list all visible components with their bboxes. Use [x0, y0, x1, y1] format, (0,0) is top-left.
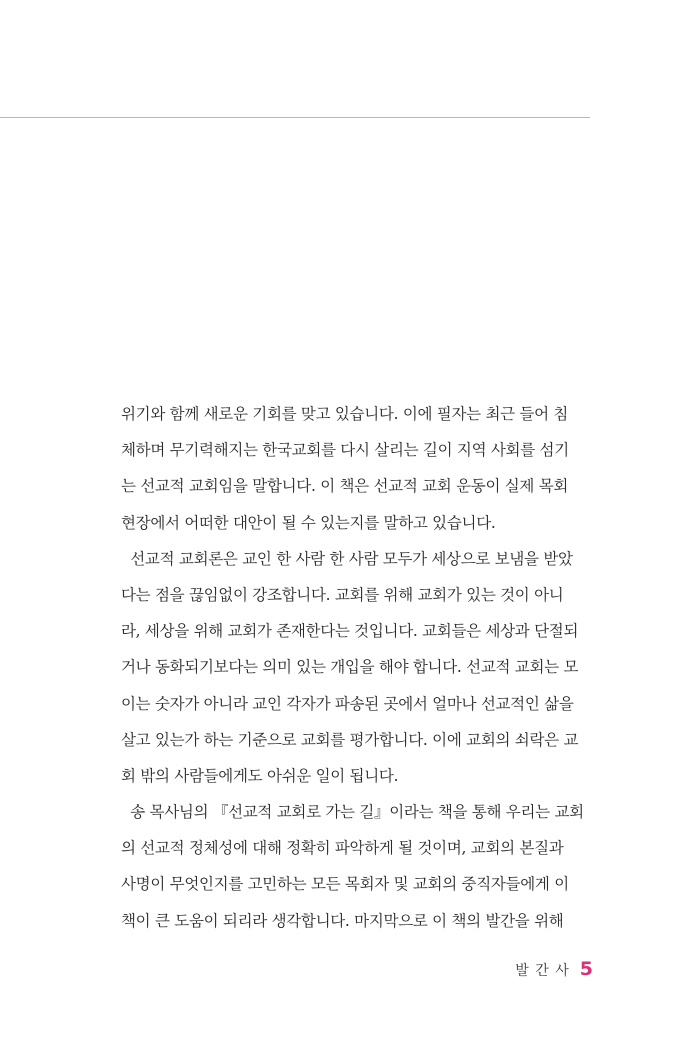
text-line: 다는 점을 끊임없이 강조합니다. 교회를 위해 교회가 있는 것이 아니: [121, 585, 564, 604]
text-line: 회 밖의 사람들에게도 아쉬운 일이 됩니다.: [121, 766, 399, 785]
page-number: 5: [579, 958, 593, 980]
text-line: 는 선교적 교회임을 말합니다. 이 책은 선교적 교회 운동이 실제 목회: [121, 477, 569, 496]
text-line: 사명이 무엇인지를 고민하는 모든 목회자 및 교회의 중직자들에게 이: [121, 875, 569, 894]
body-text: [121, 396, 589, 939]
text-line: 의 선교적 정체성에 대해 정확히 파악하게 될 것이며, 교회의 본질과: [121, 839, 564, 858]
text-line: 이는 숫자가 아니라 교인 각자가 파송된 곳에서 얼마나 선교적인 삶을: [121, 694, 574, 713]
text-line: 현장에서 어떠한 대안이 될 수 있는지를 말하고 있습니다.: [121, 513, 496, 532]
text-line: 송 목사님의 『선교적 교회로 가는 길』이라는 책을 통해 우리는 교회: [121, 803, 584, 822]
text-line: 책이 큰 도움이 되리라 생각합니다. 마지막으로 이 책의 발간을 위해: [121, 911, 564, 930]
text-line: 선교적 교회론은 교인 한 사람 한 사람 모두가 세상으로 보냄을 받았: [121, 549, 573, 568]
header-rule: [0, 117, 590, 118]
section-label: 발 간 사: [515, 963, 570, 979]
text-line: 위기와 함께 새로운 기회를 맞고 있습니다. 이에 필자는 최근 들어 침: [121, 405, 569, 423]
text-line: 라, 세상을 위해 교회가 존재한다는 것입니다. 교회들은 세상과 단절되: [121, 622, 579, 641]
text-line: 거나 동화되기보다는 의미 있는 개입을 해야 합니다. 선교적 교회는 모: [121, 658, 579, 677]
page-footer: [515, 958, 593, 980]
text-line: 체하며 무기력해지는 한국교회를 다시 살리는 길이 지역 사회를 섬기: [121, 441, 569, 460]
text-line: 살고 있는가 하는 기준으로 교회를 평가합니다. 이에 교회의 쇠락은 교: [121, 730, 579, 749]
